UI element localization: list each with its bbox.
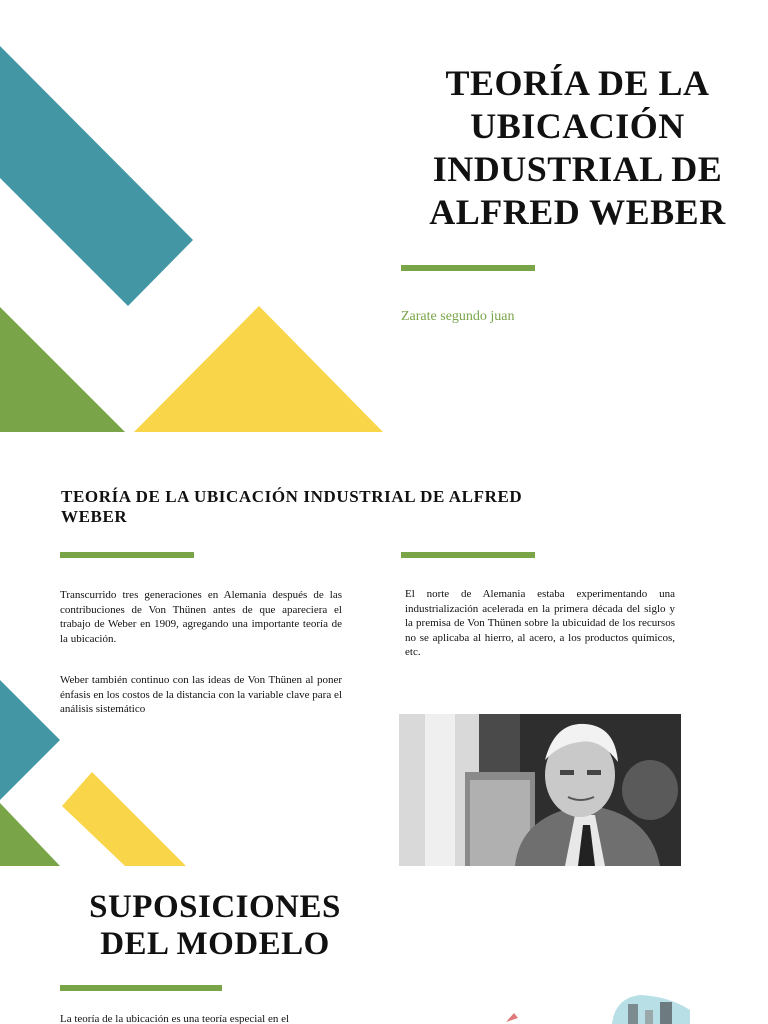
slide3-title: SUPOSICIONES DEL MODELO xyxy=(89,889,341,962)
slide3-paragraph: La teoría de la ubicación es una teoría especial en el xyxy=(60,1013,290,1024)
yellow-diagonal-band xyxy=(62,772,186,866)
green-triangle-2 xyxy=(0,803,60,866)
city-illustration xyxy=(612,995,690,1024)
slide2-accent-bar-right xyxy=(401,552,535,558)
yellow-triangle xyxy=(134,306,383,432)
slide1-title: TEORÍA DE LA UBICACIÓN INDUSTRIAL DE ALFRED WEBER xyxy=(429,63,726,232)
slide1-accent-bar xyxy=(401,265,535,271)
paragraph-right: El norte de Alemania estaba experimentando una industrialización acelerada en la primera década del siglo y la premisa de Von Thünen sobre la ubicuidad de los recursos no se aplicaba al hierro, al acero, a los productos químicos, etc. xyxy=(405,588,675,658)
teal-diagonal-band-2 xyxy=(0,680,60,800)
slide2-accent-bar-left xyxy=(60,552,194,558)
portrait-photo xyxy=(399,714,681,866)
paragraph-left-1: Transcurrido tres generaciones en Alemania después de las contribuciones de Von Thünen antes de que apareciera el trabajo de Weber en 1909, agregando una importante teoría de la ubicación. xyxy=(60,589,342,645)
author-name: Zarate segundo juan xyxy=(401,309,515,324)
teal-diagonal-band xyxy=(0,46,193,306)
slide3-accent-bar xyxy=(60,985,222,991)
flag-icon xyxy=(506,1013,518,1022)
paragraph-left-2: Weber también continuo con las ideas de Von Thünen al poner énfasis en los costos de la distancia con la variable clave para el análisis sistemático xyxy=(60,674,342,715)
slide2-title: TEORÍA DE LA UBICACIÓN INDUSTRIAL DE ALFRED WEBER xyxy=(61,487,523,526)
green-triangle xyxy=(0,307,125,432)
